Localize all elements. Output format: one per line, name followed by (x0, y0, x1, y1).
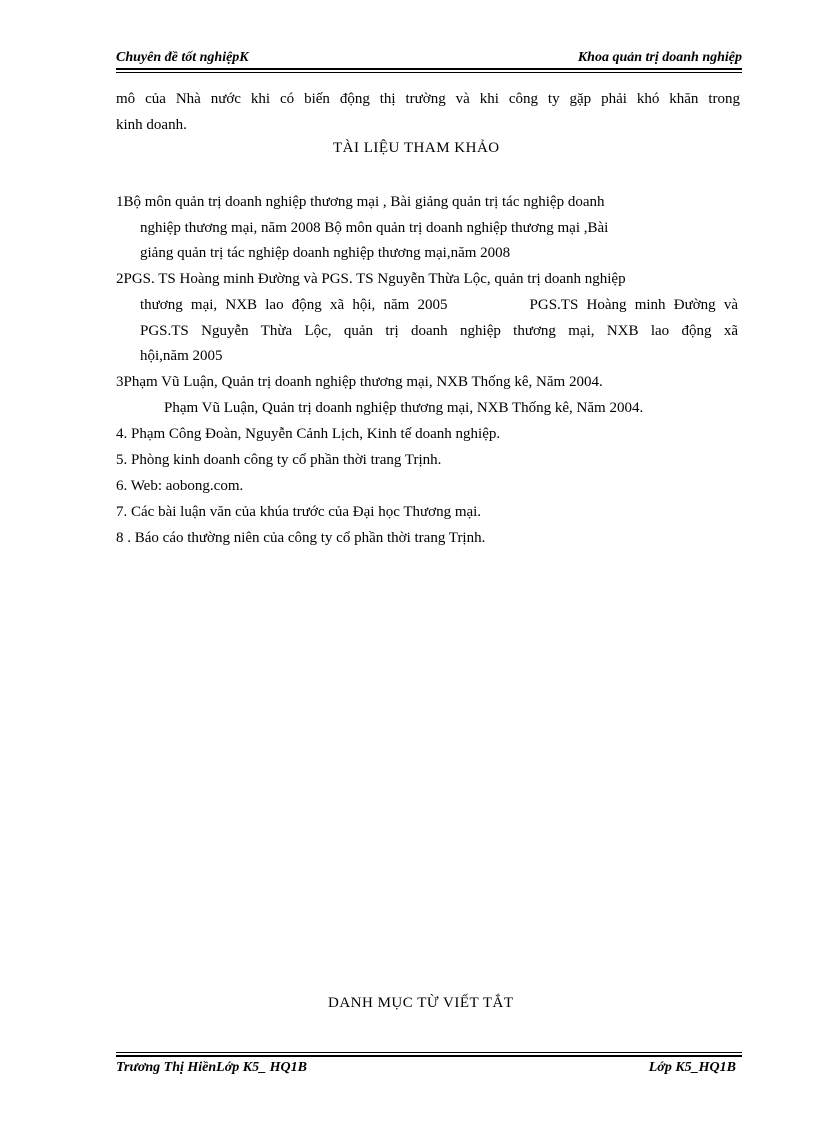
intro-line-1: mô của Nhà nước khi có biến động thị trường và khi công ty gặp phải khó khăn trong (116, 91, 740, 107)
footer-rule (116, 1055, 742, 1057)
reference-line: nghiệp thương mại, năm 2008 Bộ môn quản trị doanh nghiệp thương mại ,Bài (140, 220, 609, 236)
reference-item: 4. Phạm Công Đoàn, Nguyễn Cảnh Lịch, Kinh tế doanh nghiệp. (116, 426, 501, 442)
reference-line: thương mại, NXB lao động xã hội, năm 2005 PGS.TS Hoàng minh Đường và (140, 297, 738, 313)
reference-line: giảng quản trị tác nghiệp doanh nghiệp thương mại,năm 2008 (140, 245, 511, 261)
reference-line: 3Phạm Vũ Luận, Quản trị doanh nghiệp thương mại, NXB Thống kê, Năm 2004. (116, 374, 603, 390)
header-document-type: Chuyên đề tốt nghiệpK (116, 50, 249, 65)
header-rule-thin (116, 72, 742, 73)
reference-line: Phạm Vũ Luận, Quản trị doanh nghiệp thương mại, NXB Thống kê, Năm 2004. (164, 400, 644, 416)
page-footer (116, 1060, 736, 1078)
reference-line: 2PGS. TS Hoàng minh Đường và PGS. TS Nguyễn Thừa Lộc, quản trị doanh nghiệp (116, 271, 626, 287)
reference-item: 6. Web: aobong.com. (116, 478, 244, 494)
intro-line-2: kinh doanh. (116, 117, 187, 133)
reference-line: hội,năm 2005 (140, 348, 223, 364)
reference-line: PGS.TS Nguyễn Thừa Lộc, quản trị doanh nghiệp thương mại, NXB lao động xã (140, 323, 738, 339)
header-faculty: Khoa quản trị doanh nghiệp (577, 50, 742, 65)
page-header (116, 50, 742, 68)
reference-item: 8 . Báo cáo thường niên của công ty cổ phần thời trang Trịnh. (116, 530, 486, 546)
reference-item: 7. Các bài luận văn của khúa trước của Đại học Thương mại. (116, 504, 482, 520)
references-title: TÀI LIỆU THAM KHẢO (333, 140, 500, 156)
footer-author: Trương Thị HiềnLớp K5_ HQ1B (116, 1060, 307, 1075)
header-rule (116, 68, 742, 70)
reference-line: 1Bộ môn quản trị doanh nghiệp thương mại , Bài giảng quản trị tác nghiệp doanh (116, 194, 605, 210)
reference-item: 5. Phòng kinh doanh công ty cổ phần thời trang Trịnh. (116, 452, 442, 468)
abbreviations-title: DANH MỤC TỪ VIẾT TẮT (328, 995, 514, 1011)
footer-rule-thin (116, 1052, 742, 1053)
footer-class: Lớp K5_HQ1B (648, 1060, 736, 1075)
